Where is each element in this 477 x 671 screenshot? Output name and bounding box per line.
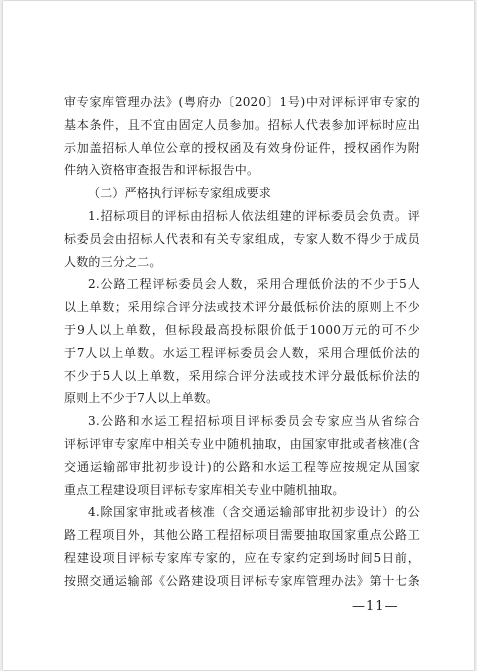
- text-line: 按照交通运输部《公路建设项目评标专家库管理办法》第十七条: [64, 573, 420, 588]
- text-line: 3.公路和水运工程招标项目评标委员会专家应当从省综合: [88, 414, 420, 429]
- text-line: 审专家库管理办法》(粤府办〔2020〕1号)中对评标评审专家的: [64, 95, 420, 109]
- document-page: [3, 1, 474, 670]
- text-line: 标委员会由招标人代表和有关专家组成，专家人数不得少于成员: [64, 231, 420, 246]
- text-line: 于9人以上单数，但标段最高投标限价低于1000万元的可不少: [64, 322, 420, 337]
- text-line: 以上单数；采用综合评分法或技术评分最低标价法的原则上不少: [64, 300, 420, 315]
- text-line: 程建设项目评标专家库专家的，应在专家约定到场时间5日前，: [64, 550, 420, 565]
- text-line: 4.除国家审批或者核准（含交通运输部审批初步设计）的公: [88, 505, 420, 520]
- text-line: 于7人以上单数。水运工程评标委员会人数，采用合理低价法的: [64, 345, 420, 360]
- paragraph: [64, 205, 420, 273]
- section-heading-text: （二）严格执行评标专家组成要求: [88, 186, 272, 201]
- page-number: —11—: [352, 599, 399, 614]
- text-line: 人数的三分之二。: [64, 254, 162, 269]
- text-line: 件纳入资格审查报告和评标报告中。: [64, 163, 260, 178]
- text-line: 1.招标项目的评标由招标人依法组建的评标委员会负责。评: [88, 208, 420, 223]
- paragraph: [64, 273, 420, 410]
- text-line: 基本条件，且不宜由固定人员参加。招标人代表参加评标时应出: [64, 117, 420, 132]
- text-line: 不少于5人以上单数，采用综合评分法或技术评分最低标价法的: [64, 368, 420, 383]
- text-line: 重点工程建设项目评标专家库相关专业中随机抽取。: [64, 482, 345, 497]
- text-line: 2.公路工程评标委员会人数，采用合理低价法的不少于5人: [88, 277, 420, 292]
- paragraph: [64, 410, 420, 501]
- text-line: 原则上不少于7人以上单数。: [64, 391, 219, 406]
- section-heading: [64, 182, 420, 205]
- text-line: 交通运输部审批初步设计)的公路和水运工程等应按规定从国家: [64, 459, 420, 474]
- text-line: 路工程项目外，其他公路工程招标项目需要抽取国家重点公路工: [64, 528, 420, 543]
- paragraph: [64, 501, 420, 592]
- paragraph: [64, 91, 420, 182]
- text-line: 评标评审专家库中相关专业中随机抽取，由国家审批或者核准(含: [64, 436, 420, 451]
- text-line: 示加盖招标人单位公章的授权函及有效身份证件，授权函作为附: [64, 140, 420, 155]
- document-body: [64, 91, 420, 593]
